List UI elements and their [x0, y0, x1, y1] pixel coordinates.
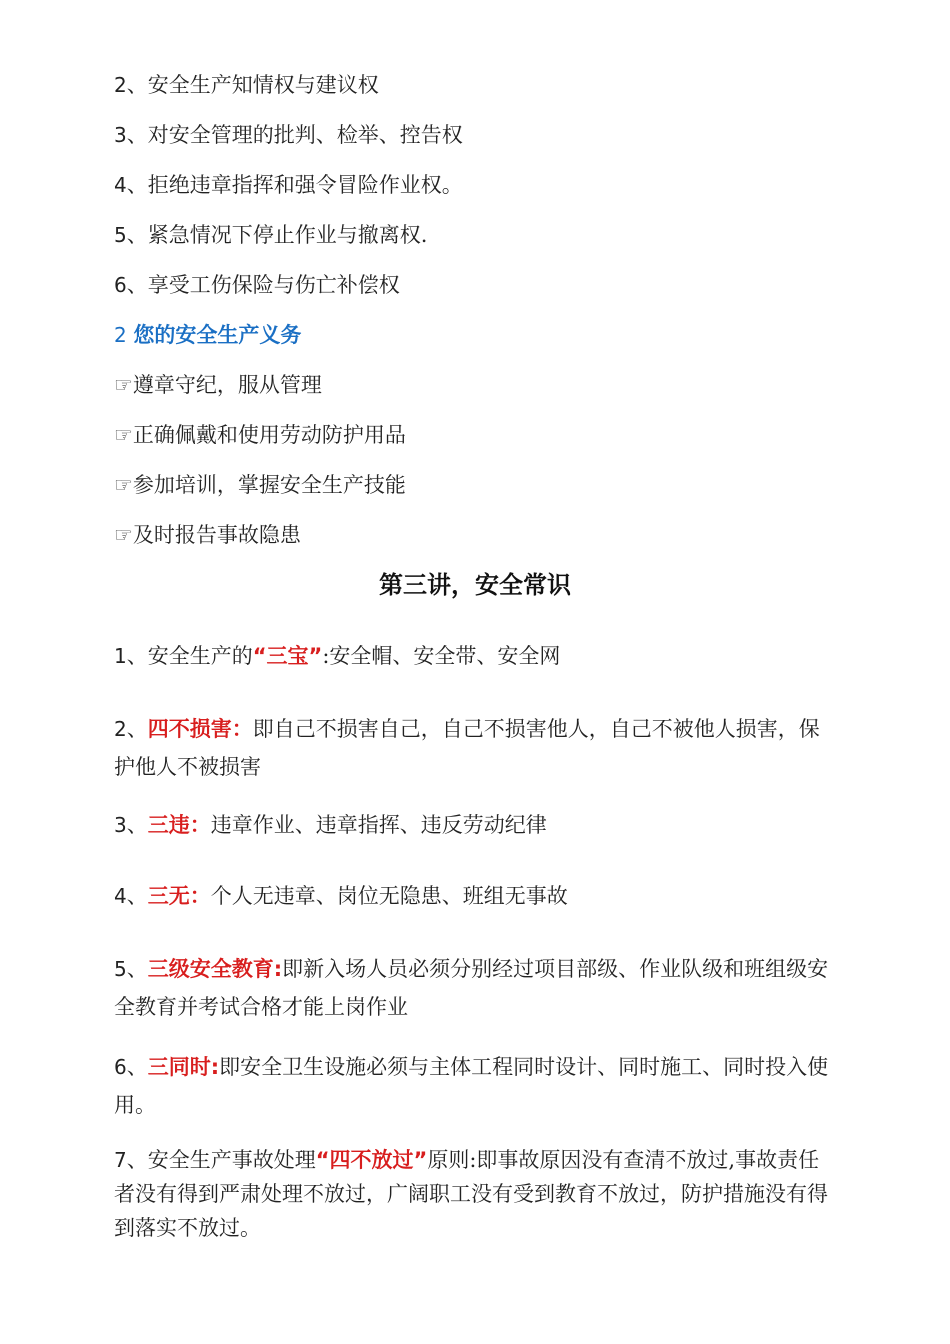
list-item	[114, 370, 322, 400]
item-number: 1	[114, 644, 127, 668]
list-item	[114, 70, 379, 100]
item-keyword: 四不损害：	[147, 717, 253, 741]
item-number: 3	[114, 813, 127, 837]
item-separator: 、	[126, 957, 148, 981]
item-text: 遵章守纪，服从管理	[132, 373, 322, 397]
item-number: 2	[114, 717, 127, 741]
item-keyword: 三无：	[147, 884, 211, 908]
knowledge-item	[114, 710, 834, 786]
duties-heading	[114, 320, 301, 350]
item-separator: 、	[126, 1055, 148, 1079]
list-item	[114, 220, 427, 250]
item-prefix: 安全生产事故处理	[147, 1148, 316, 1172]
heading-number: 2	[114, 323, 127, 347]
item-keyword: “三宝”	[252, 644, 323, 668]
item-keyword: 三违：	[147, 813, 211, 837]
item-separator: 、	[126, 223, 148, 247]
item-number: 4	[114, 173, 127, 197]
item-separator: 、	[126, 644, 148, 668]
knowledge-item	[114, 1048, 834, 1124]
item-separator: 、	[126, 73, 148, 97]
knowledge-item	[114, 950, 834, 1026]
item-text: :安全帽、安全带、安全网	[322, 644, 561, 668]
item-text: 违章作业、违章指挥、违反劳动纪律	[210, 813, 547, 837]
knowledge-item	[114, 881, 568, 911]
knowledge-item	[114, 641, 560, 671]
list-item	[114, 420, 406, 450]
list-item	[114, 120, 463, 150]
item-keyword: 三同时:	[147, 1055, 220, 1079]
item-keyword: “四不放过”	[315, 1148, 428, 1172]
item-separator: 、	[126, 717, 148, 741]
item-number: 2	[114, 73, 127, 97]
item-text: 紧急情况下停止作业与撤离权.	[147, 223, 428, 247]
pointing-hand-icon: ☞	[114, 373, 133, 397]
item-number: 7	[114, 1148, 127, 1172]
item-number: 5	[114, 223, 127, 247]
list-item	[114, 170, 463, 200]
item-text: 个人无违章、岗位无隐患、班组无事故	[210, 884, 568, 908]
list-item	[114, 520, 301, 550]
item-number: 4	[114, 884, 127, 908]
item-separator: 、	[126, 173, 148, 197]
item-number: 3	[114, 123, 127, 147]
item-text: 即自己不损害自己，自己不损害他人，自己不被他人损害，保护他人不被损害	[114, 717, 820, 779]
item-number: 6	[114, 273, 127, 297]
item-separator: 、	[126, 813, 148, 837]
item-text: 对安全管理的批判、检举、控告权	[147, 123, 463, 147]
list-item	[114, 470, 406, 500]
pointing-hand-icon: ☞	[114, 523, 133, 547]
item-text: 安全生产知情权与建议权	[147, 73, 379, 97]
item-text: 及时报告事故隐患	[132, 523, 301, 547]
item-text: 参加培训，掌握安全生产技能	[132, 473, 406, 497]
item-text: 原则:即事故原因没有查清不放过,事故责任者没有得到严肃处理不放过，广阔职工没有受到教育不放过，防护措施没有得到落实不放过。	[114, 1148, 828, 1240]
item-text: 拒绝违章指挥和强令冒险作业权。	[147, 173, 463, 197]
list-item	[114, 270, 400, 300]
pointing-hand-icon: ☞	[114, 473, 133, 497]
item-text: 即新入场人员必须分别经过项目部级、作业队级和班组级安全教育并考试合格才能上岗作业	[114, 957, 829, 1019]
item-number: 5	[114, 957, 127, 981]
item-text: 正确佩戴和使用劳动防护用品	[132, 423, 406, 447]
heading-text: 您的安全生产义务	[133, 323, 302, 347]
item-keyword: 三级安全教育:	[147, 957, 283, 981]
knowledge-item	[114, 810, 547, 840]
knowledge-item	[114, 1143, 834, 1245]
item-separator: 、	[126, 273, 148, 297]
item-separator: 、	[126, 123, 148, 147]
item-number: 6	[114, 1055, 127, 1079]
section-title: 第三讲，安全常识	[379, 571, 571, 599]
item-text: 即安全卫生设施必须与主体工程同时设计、同时施工、同时投入使用。	[114, 1055, 829, 1117]
item-text: 享受工伤保险与伤亡补偿权	[147, 273, 400, 297]
item-separator: 、	[126, 884, 148, 908]
pointing-hand-icon: ☞	[114, 423, 133, 447]
item-prefix: 安全生产的	[147, 644, 253, 668]
item-separator: 、	[126, 1148, 148, 1172]
